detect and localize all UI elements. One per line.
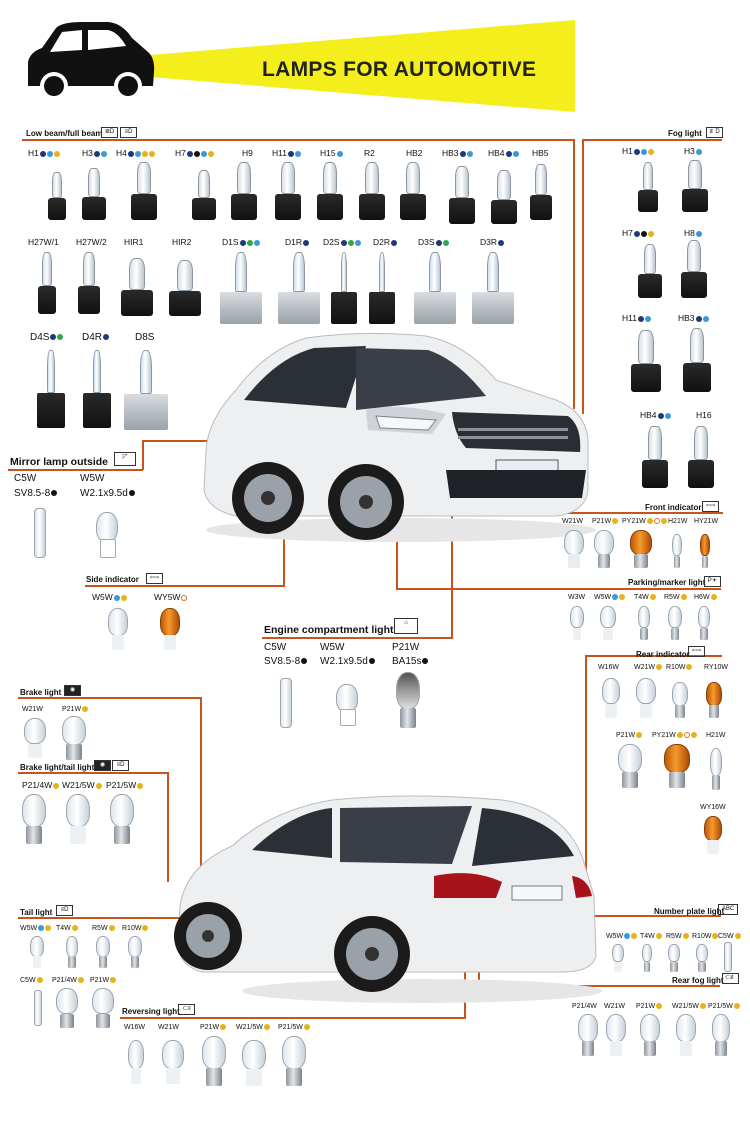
section-engine: Engine compartment light — [264, 624, 394, 636]
label-d1s: D1S — [222, 237, 260, 247]
bulb-np-r5w — [668, 944, 680, 972]
bulb-bt-w215w — [66, 794, 90, 844]
tail-icon-small: ≡D — [112, 760, 129, 771]
label-hb2: HB2 — [406, 148, 423, 158]
label-pk-r5w: R5W — [664, 594, 687, 601]
section-tail: Tail light — [20, 908, 53, 917]
label-np-r10w: R10W — [692, 933, 718, 940]
label-bt-p215w: P21/5W — [106, 780, 143, 790]
label-rv-w16w: W16W — [124, 1024, 145, 1031]
label-tl-p214w: P21/4W — [52, 977, 84, 984]
label-bt-w215w: W21/5W — [62, 780, 102, 790]
label-rf-p214w: P21/4W — [572, 1003, 597, 1010]
label-h27w2: H27W/2 — [76, 237, 107, 247]
brake-tail-line — [18, 772, 168, 774]
brake-tail-icon: ◉ — [94, 760, 111, 771]
bulb-fog-h8 — [678, 240, 710, 298]
bulb-fog-h7 — [636, 244, 664, 298]
label-en-ba15s: BA15s — [392, 656, 428, 667]
rear-indicator-icon: ⇦⇨ — [688, 646, 705, 657]
bulb-br-p21w — [62, 716, 86, 760]
label-d2r: D2R — [373, 237, 397, 247]
bulb-tl-r10w — [128, 936, 142, 968]
bulb-en-w5w — [336, 684, 358, 726]
section-parking: Parking/marker light — [628, 578, 706, 587]
bulb-en-p21w — [396, 672, 420, 728]
label-rf-w21w: W21W — [604, 1003, 625, 1010]
engine-line — [262, 637, 452, 639]
bulb-ri-r10w — [672, 682, 688, 718]
label-fi-hy21w: HY21W — [694, 518, 719, 525]
bulb-d4r — [82, 350, 112, 428]
bulb-rf-w21w — [606, 1014, 626, 1056]
label-bt-p214w: P21/4W — [22, 780, 59, 790]
bulb-mirror-c5w — [34, 508, 46, 558]
brake-tail-drop — [167, 772, 169, 882]
label-pk-t4w: T4W — [634, 594, 656, 601]
bulb-h4 — [128, 162, 160, 220]
label-br-w21w: W21W — [22, 706, 43, 713]
brake-icon: ◉ — [64, 685, 81, 696]
bulb-d2r — [368, 252, 396, 324]
label-d1r: D1R — [285, 237, 309, 247]
bulb-np-w5w — [612, 944, 624, 972]
reversing-icon: ⊂≡ — [178, 1004, 195, 1015]
label-mirror-w5w: W5W — [80, 473, 105, 484]
bulb-ri-h21w — [710, 748, 722, 790]
bulb-hb2 — [398, 162, 428, 220]
car-silhouette-icon — [22, 20, 157, 102]
bulb-fi-w21w — [564, 530, 584, 568]
engine-icon: ⌂ — [394, 618, 418, 634]
label-rf-p215w: P21/5W — [708, 1003, 740, 1010]
bulb-rv-p21w — [202, 1036, 226, 1086]
bulb-tl-t4w — [66, 936, 78, 968]
label-fog-hb4: HB4 — [640, 410, 671, 420]
label-d3r: D3R — [480, 237, 504, 247]
label-hb5: HB5 — [532, 148, 549, 158]
label-mirror-c5w: C5W — [14, 473, 37, 484]
bulb-rf-p21w — [640, 1014, 660, 1056]
label-np-c5w: C5W — [718, 933, 741, 940]
tail-icon: ≡D — [56, 905, 73, 916]
bulb-np-t4w — [642, 944, 652, 972]
side-indicator-icon: ⇦⇨ — [146, 573, 163, 584]
bulb-hb5 — [528, 164, 554, 220]
bulb-pk-r5w — [668, 606, 682, 640]
section-rear-fog: Rear fog light — [672, 976, 724, 985]
bulb-bt-p214w — [22, 794, 46, 844]
label-ri-py21w: PY21W — [652, 732, 697, 739]
bulb-pk-h6w — [698, 606, 710, 640]
bulb-fog-h11 — [628, 330, 664, 392]
bulb-np-c5w — [724, 942, 732, 972]
bulb-h27w1 — [36, 252, 58, 314]
label-fi-h21w: H21W — [668, 518, 688, 525]
label-en-w5w: W5W — [320, 642, 345, 653]
label-h7: H7 — [175, 148, 214, 158]
label-h11: H11 — [272, 148, 301, 158]
bulb-hb4 — [488, 170, 520, 224]
section-front-indicator: Front indicator — [645, 503, 702, 512]
label-fog-h16: H16 — [696, 410, 712, 420]
bulb-si-w5w — [108, 608, 128, 650]
bulb-fi-hy21w — [700, 534, 710, 568]
bulb-tl-p214w — [56, 988, 78, 1028]
bulb-fog-h3 — [680, 160, 710, 212]
bulb-pk-w5w — [600, 606, 616, 640]
bulb-rv-w21w — [162, 1040, 184, 1084]
bulb-ri-w21w — [636, 678, 656, 718]
label-d4r: D4R — [82, 332, 109, 343]
label-fog-h8: H8 — [684, 228, 702, 238]
label-rv-w21w: W21W — [158, 1024, 179, 1031]
label-h27w1: H27W/1 — [28, 237, 59, 247]
label-r2: R2 — [364, 148, 375, 158]
bulb-rf-w215w — [676, 1014, 696, 1056]
bulb-ri-py21w — [664, 744, 690, 788]
label-d3s: D3S — [418, 237, 449, 247]
bulb-rf-p215w — [712, 1014, 730, 1056]
label-d4s: D4S — [30, 332, 63, 343]
bulb-d4s — [36, 350, 66, 428]
label-tl-r5w: R5W — [92, 925, 115, 932]
bulb-np-r10w — [696, 944, 708, 972]
bulb-si-wy5w — [160, 608, 180, 650]
label-fi-py21w: PY21W — [622, 518, 667, 525]
label-hb3: HB3 — [442, 148, 473, 158]
label-d2s: D2S — [323, 237, 361, 247]
bulb-h7 — [190, 170, 218, 220]
section-brake: Brake light — [20, 688, 62, 697]
label-tl-c5w: C5W — [20, 977, 43, 984]
label-ri-wy16w: WY16W — [700, 804, 726, 811]
section-brake-tail: Brake light/tail light — [20, 763, 95, 772]
front-car-image — [196, 330, 596, 545]
label-fog-h11: H11 — [622, 313, 651, 323]
label-rv-w215w: W21/5W — [236, 1024, 270, 1031]
label-fog-h7: H7 — [622, 228, 654, 238]
bulb-pk-w3w — [570, 606, 584, 640]
bulb-d1s — [218, 252, 264, 324]
section-side-indicator: Side indicator — [86, 575, 139, 584]
bulb-tl-w5w — [30, 936, 44, 968]
label-ri-ry10w: RY10W — [704, 664, 728, 671]
label-h15: H15 — [320, 148, 343, 158]
label-si-w5w: W5W — [92, 592, 127, 602]
label-si-wy5w: WY5W — [154, 592, 187, 602]
label-fog-h3: H3 — [684, 146, 702, 156]
bulb-d2s — [330, 252, 358, 324]
bulb-ri-wy16w — [704, 816, 722, 854]
bulb-h11 — [272, 162, 304, 220]
bulb-h3 — [80, 168, 108, 220]
bulb-fi-py21w — [630, 530, 652, 568]
bulb-hir2 — [166, 260, 204, 316]
bulb-d8s — [122, 350, 170, 430]
bulb-bt-p215w — [110, 794, 134, 844]
bulb-pk-t4w — [638, 606, 650, 640]
label-pk-w3w: W3W — [568, 594, 586, 601]
bulb-d3r — [470, 252, 516, 324]
mirror-up-line — [142, 440, 144, 470]
bulb-h15 — [314, 162, 346, 220]
label-fog-hb3: HB3 — [678, 313, 709, 323]
bulb-r2 — [356, 162, 388, 220]
label-h9: H9 — [242, 148, 253, 158]
label-h3: H3 — [82, 148, 107, 158]
rear-car-image — [172, 786, 604, 1006]
bulb-ri-p21w — [618, 744, 642, 788]
label-mirror-sv85: SV8.5-8 — [14, 488, 57, 499]
bulb-hir1 — [118, 258, 156, 316]
low-beam-line — [22, 139, 574, 141]
bulb-fog-h1 — [636, 162, 660, 212]
label-tl-r10w: R10W — [122, 925, 148, 932]
brake-line — [18, 697, 201, 699]
section-number-plate: Number plate light — [654, 907, 725, 916]
section-low-beam: Low beam/full beam — [26, 129, 103, 138]
label-fi-w21w: W21W — [562, 518, 583, 525]
bulb-h9 — [228, 162, 260, 220]
label-hb4: HB4 — [488, 148, 519, 158]
label-ri-w21w: W21W — [634, 664, 662, 671]
label-fi-p21w: P21W — [592, 518, 618, 525]
bulb-fi-h21w — [672, 534, 682, 568]
label-h1: H1 — [28, 148, 60, 158]
section-reversing: Reversing light — [122, 1007, 180, 1016]
bulb-br-w21w — [24, 718, 46, 758]
label-tl-w5w: W5W — [20, 925, 51, 932]
label-np-r5w: R5W — [666, 933, 689, 940]
bulb-mirror-w5w — [96, 512, 118, 558]
bulb-rv-w215w — [242, 1040, 266, 1086]
bulb-fi-p21w — [594, 530, 614, 568]
bulb-d3s — [412, 252, 458, 324]
bulb-tl-c5w — [34, 990, 42, 1026]
label-en-p21w: P21W — [392, 642, 420, 653]
section-fog: Fog light — [668, 129, 702, 138]
label-ri-p21w: P21W — [616, 732, 642, 739]
side-indicator-line — [85, 585, 285, 587]
label-rf-p21w: P21W — [636, 1003, 662, 1010]
parking-line — [396, 588, 721, 590]
fog-line — [582, 139, 722, 141]
number-plate-icon: ABC — [718, 904, 738, 915]
label-br-p21w: P21W — [62, 706, 88, 713]
bulb-fog-hb4 — [640, 426, 670, 488]
label-en-w21: W2.1x9.5d — [320, 656, 375, 667]
bulb-h27w2 — [76, 252, 102, 314]
label-pk-h6w: H6W — [694, 594, 717, 601]
label-fog-h1: H1 — [622, 146, 654, 156]
front-indicator-icon: ⇦⇨ — [702, 501, 719, 512]
label-hir2: HIR2 — [172, 237, 192, 247]
full-beam-icon: ≡D — [120, 127, 137, 138]
bulb-h1 — [46, 172, 68, 220]
rear-fog-icon: ⊂≢ — [722, 973, 739, 984]
mirror-icon: ◸ — [114, 452, 136, 466]
label-rf-w215w: W21/5W — [672, 1003, 706, 1010]
label-rv-p215w: P21/5W — [278, 1024, 310, 1031]
bulb-rv-w16w — [128, 1040, 144, 1084]
bulb-en-c5w — [280, 678, 292, 728]
bulb-tl-p21w — [92, 988, 114, 1028]
label-hir1: HIR1 — [124, 237, 144, 247]
label-tl-t4w: T4W — [56, 925, 78, 932]
section-rear-indicator: Rear indicator — [636, 650, 690, 659]
label-tl-p21w: P21W — [90, 977, 116, 984]
bulb-hb3 — [446, 166, 478, 224]
label-np-w5w: W5W — [606, 933, 637, 940]
label-pk-w5w: W5W — [594, 594, 625, 601]
bulb-rf-p214w — [578, 1014, 598, 1056]
label-d8s: D8S — [135, 332, 155, 343]
bulb-ri-ry10w — [706, 682, 722, 718]
bulb-fog-hb3 — [680, 328, 714, 392]
bulb-ri-w16w — [602, 678, 620, 718]
bulb-rv-p215w — [282, 1036, 306, 1086]
label-en-c5w: C5W — [264, 642, 287, 653]
section-mirror: Mirror lamp outside — [10, 456, 109, 468]
label-mirror-w21: W2.1x9.5d — [80, 488, 135, 499]
fog-icon: ≢D — [706, 127, 723, 138]
mirror-line — [8, 469, 143, 471]
label-rv-p21w: P21W — [200, 1024, 226, 1031]
low-beam-icon: ≣D — [101, 127, 118, 138]
label-ri-r10w: R10W — [666, 664, 692, 671]
parking-icon: P☀ — [704, 576, 721, 587]
label-h4: H4 — [116, 148, 155, 158]
label-np-t4w: T4W — [640, 933, 662, 940]
bulb-tl-r5w — [96, 936, 110, 968]
reversing-line — [120, 1017, 465, 1019]
label-ri-h21w: H21W — [706, 732, 726, 739]
bulb-fog-h16 — [686, 426, 716, 488]
label-ri-w16w: W16W — [598, 664, 619, 671]
bulb-d1r — [276, 252, 322, 324]
page-title: LAMPS FOR AUTOMOTIVE — [262, 58, 537, 81]
label-en-sv85: SV8.5-8 — [264, 656, 307, 667]
